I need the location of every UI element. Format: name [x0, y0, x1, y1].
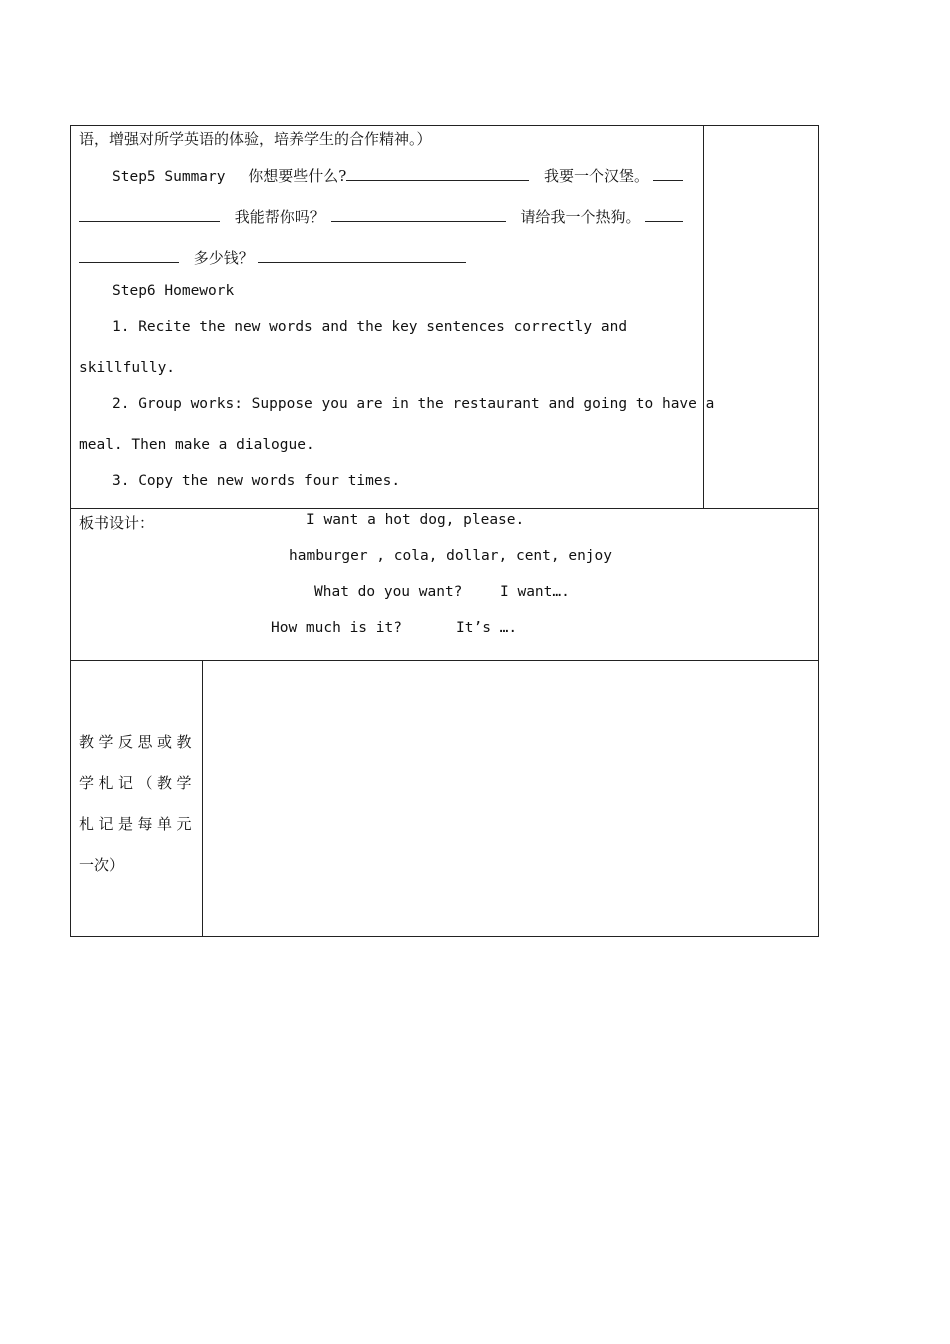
board-line-3-answer: I want….: [500, 584, 570, 600]
homework-item-1-line-1: 1. Recite the new words and the key sentences correctly and: [112, 319, 628, 335]
board-design-label: 板书设计：: [79, 514, 155, 532]
board-line-4-answer: It’s ….: [456, 620, 518, 636]
step6-label: Step6 Homework: [112, 283, 235, 299]
step5-label: Step5 Summary: [112, 169, 226, 185]
step5-line-3: [79, 247, 466, 268]
homework-item-1-line-2: skillfully.: [79, 360, 176, 376]
step5-q2: 我要一个汉堡。: [544, 167, 650, 185]
reflection-label-line-1: 教学反思或教: [79, 733, 197, 751]
blank-3[interactable]: [331, 220, 506, 222]
intro-tail: 语，增强对所学英语的体验，培养学生的合作精神。）: [79, 130, 432, 148]
homework-item-2-line-2: meal. Then make a dialogue.: [79, 437, 315, 453]
blank-1[interactable]: [346, 179, 529, 181]
blank-5[interactable]: [258, 261, 466, 263]
reflection-label-line-3: 札记是每单元: [79, 815, 197, 833]
blank-4b[interactable]: [79, 261, 179, 263]
step5-q1: 你想要些什么?: [248, 167, 347, 185]
step5-q5: 多少钱？: [193, 249, 254, 267]
blank-2a[interactable]: [653, 179, 683, 181]
procedure-side-divider: [703, 125, 704, 509]
homework-item-3: 3. Copy the new words four times.: [112, 473, 401, 489]
step5-line-2: [79, 206, 683, 227]
reflection-divider: [202, 660, 203, 937]
reflection-label-line-4: 一次）: [79, 856, 125, 874]
blank-4a[interactable]: [645, 220, 683, 222]
step5-line: [112, 165, 683, 186]
board-line-2: hamburger , cola, dollar, cent, enjoy: [289, 548, 613, 564]
board-line-3-question: What do you want?: [314, 584, 463, 600]
reflection-label-line-2: 学札记（教学: [79, 774, 197, 792]
reflection-notes-area[interactable]: [204, 662, 816, 935]
step5-q4: 请给我一个热狗。: [520, 208, 641, 226]
board-line-1: I want a hot dog, please.: [306, 512, 525, 528]
step5-q3: 我能帮你吗？: [234, 208, 325, 226]
board-line-4-question: How much is it?: [271, 620, 402, 636]
blank-2b[interactable]: [79, 220, 220, 222]
homework-item-2-line-1: 2. Group works: Suppose you are in the restaurant and going to have a: [112, 396, 715, 412]
